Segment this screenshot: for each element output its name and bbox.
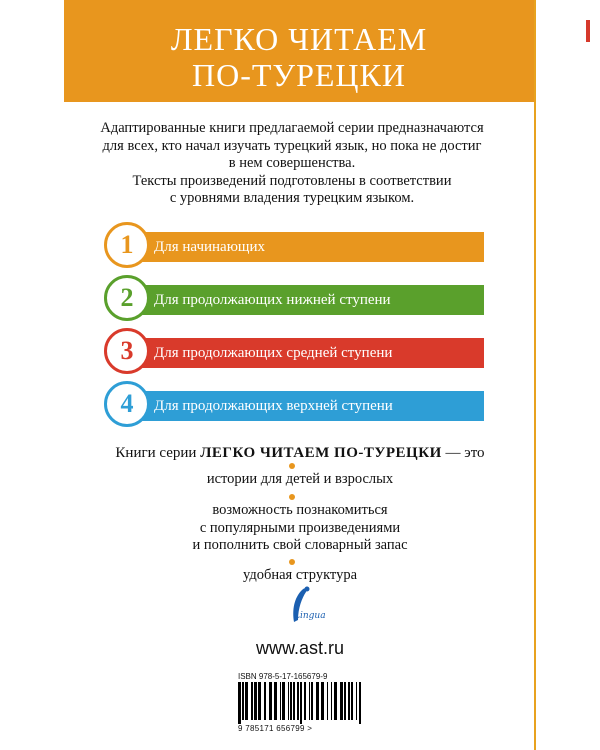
level-label: Для продолжающих средней ступени [154, 345, 393, 361]
barcode-bar [280, 682, 281, 720]
intro-line: для всех, кто начал изучать турецкий язык, но пока не достиг [102, 137, 482, 154]
barcode-bar [290, 682, 292, 720]
barcode-bar [334, 682, 337, 720]
barcode-bar [331, 682, 332, 720]
level-1 [104, 222, 484, 268]
barcode-bar [356, 682, 357, 720]
series-prefix: Книги серии [115, 445, 197, 461]
series-title-line1: ЛЕГКО ЧИТАЕМ [170, 21, 428, 57]
series-title-line2: ПО-ТУРЕЦКИ [192, 57, 406, 93]
series-suffix: — это [445, 445, 485, 461]
level-label: Для начинающих [154, 239, 265, 255]
feature-line: с популярными произведениями [199, 519, 401, 536]
barcode-bar [264, 682, 266, 720]
feature-line: возможность познакомиться [212, 502, 388, 518]
feature-item: истории для детей и взрослых [206, 471, 394, 487]
barcode-bar [242, 682, 244, 720]
intro-text [92, 120, 492, 208]
feature-item [70, 502, 530, 555]
barcode-digits: 9 785171 656799 > [238, 724, 313, 733]
level-number-badge: 1 [104, 222, 150, 268]
bullet-dot-icon [289, 559, 295, 565]
barcode-bar [316, 682, 319, 720]
barcode-bar [348, 682, 350, 720]
intro-line: с уровнями владения турецким языком. [169, 190, 415, 206]
barcode-bar [311, 682, 313, 720]
intro-line: Тексты произведений подготовлены в соответствии [132, 172, 452, 189]
barcode-bar [344, 682, 346, 720]
barcode-bar [340, 682, 343, 720]
level-number-badge: 3 [104, 328, 150, 374]
publisher-url[interactable]: www.ast.ru [255, 638, 345, 658]
barcode-bar [251, 682, 253, 720]
intro-line: в нем совершенства. [228, 155, 356, 171]
feature-item: удобная структура [242, 567, 358, 583]
series-name: ЛЕГКО ЧИТАЕМ ПО-ТУРЕЦКИ [200, 445, 442, 461]
level-number-badge: 4 [104, 381, 150, 427]
barcode-bar [245, 682, 248, 720]
bullet-dot-icon [289, 463, 295, 469]
isbn-text: ISBN 978-5-17-165679-9 [238, 672, 328, 681]
barcode-icon [236, 682, 366, 724]
publisher-logo-text: Lingua [294, 611, 326, 621]
level-3 [104, 328, 484, 374]
bullet-dot-icon [289, 494, 295, 500]
barcode-bar [304, 682, 306, 720]
barcode-bar [258, 682, 261, 720]
barcode-bar [297, 682, 299, 720]
spine-mark [586, 20, 590, 42]
barcode-bar [309, 682, 310, 720]
barcode-bar [254, 682, 257, 720]
level-label: Для продолжающих нижней ступени [154, 292, 391, 308]
level-2 [104, 275, 484, 321]
barcode-bar [293, 682, 295, 720]
level-label: Для продолжающих верхней ступени [154, 398, 393, 414]
barcode-bar [238, 682, 241, 724]
barcode-bar [327, 682, 328, 720]
barcode-bar [288, 682, 289, 720]
level-number-badge: 2 [104, 275, 150, 321]
barcode-bar [269, 682, 272, 720]
barcode-bar [274, 682, 277, 720]
barcode-bar [300, 682, 302, 724]
barcode-bar [359, 682, 361, 724]
feature-line: и пополнить свой словарный запас [192, 537, 408, 553]
title-banner [64, 0, 534, 102]
barcode-bar [282, 682, 285, 720]
barcode-bar [321, 682, 324, 720]
barcode-bar [351, 682, 353, 720]
series-statement [70, 445, 530, 462]
intro-line: Адаптированные книги предлагаемой серии предназначаются [100, 120, 484, 136]
level-4 [104, 381, 484, 427]
